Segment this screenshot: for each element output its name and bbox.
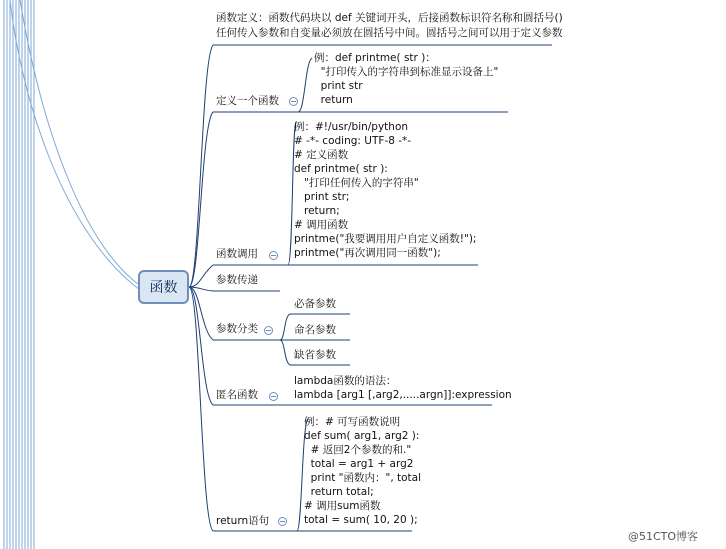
call-detail-line-8: # 调用函数 (294, 219, 349, 231)
collapse-define-icon[interactable] (289, 97, 298, 106)
call-detail-line-7: return; (294, 205, 340, 217)
branch-ret-label[interactable]: return语句 (216, 515, 270, 527)
branch-define-label[interactable]: 定义一个函数 (216, 95, 279, 107)
conn-root-lambda (189, 287, 213, 405)
define-detail-line-4: return (314, 94, 353, 106)
kinds-child-named[interactable]: 命名参数 (294, 324, 336, 336)
define-detail-line-3: print str (314, 80, 363, 92)
watermark-text: @51CTO博客 (628, 530, 699, 543)
top-note-line-2: 任何传入参数和自变量必须放在圆括号中间。圆括号之间可以用于定义参数 (216, 27, 563, 39)
ret-detail-line-4: total = arg1 + arg2 (304, 458, 414, 470)
root-node[interactable] (138, 270, 189, 304)
collapse-ret-icon[interactable] (278, 517, 287, 526)
lambda-detail-line-2: lambda [arg1 [,arg2,.....argn]]:expression (294, 389, 512, 401)
conn-kinds-default (280, 340, 290, 365)
curve-left-1 (10, 0, 140, 290)
collapse-kinds-icon[interactable] (264, 326, 273, 335)
conn-root-top (189, 45, 213, 287)
call-detail-line-3: # 定义函数 (294, 149, 349, 161)
call-detail-line-9: printme("我要调用用户自定义函数!"); (294, 233, 477, 245)
ret-detail-line-6: return total; (304, 486, 374, 498)
conn-define-detail (298, 58, 312, 112)
conn-root-define (189, 112, 213, 287)
ret-detail-line-7: # 调用sum函数 (304, 500, 381, 512)
define-detail-line-2: "打印传入的字符串到标准显示设备上" (314, 66, 499, 78)
branch-kinds-label[interactable]: 参数分类 (216, 323, 258, 335)
call-detail-line-5: "打印任何传入的字符串" (294, 177, 419, 189)
ret-detail-line-1: 例：# 可写函数说明 (304, 416, 401, 428)
collapse-call-icon[interactable] (269, 251, 278, 260)
lambda-detail-line-1: lambda函数的语法： (294, 375, 397, 387)
ret-detail-line-8: total = sum( 10, 20 ); (304, 514, 418, 526)
call-detail-line-10: printme("再次调用同一函数"); (294, 247, 441, 259)
collapse-lambda-icon[interactable] (269, 392, 278, 401)
ret-detail-line-5: print "函数内：", total (304, 472, 422, 484)
branch-lambda-label[interactable]: 匿名函数 (216, 389, 258, 401)
kinds-child-required[interactable]: 必备参数 (294, 298, 336, 310)
ret-detail-line-3: # 返回2个参数的和." (304, 444, 412, 456)
define-detail-line-1: 例：def printme( str )： (314, 52, 436, 64)
call-detail-line-4: def printme( str ): (294, 163, 388, 175)
call-detail-line-1: 例：#!/usr/bin/python (294, 121, 409, 133)
root-label: 函数 (149, 280, 178, 296)
call-detail-line-6: print str; (294, 191, 350, 203)
kinds-child-default[interactable]: 缺省参数 (294, 349, 336, 361)
branch-pass-label[interactable]: 参数传递 (216, 274, 258, 286)
conn-kinds-required (280, 314, 290, 340)
top-note-line-1: 函数定义：函数代码块以 def 关键词开头，后接函数标识符名称和圆括号() (216, 12, 563, 24)
conn-root-ret (189, 287, 213, 531)
ret-detail-line-2: def sum( arg1, arg2 ): (304, 430, 420, 442)
call-detail-line-2: # -*- coding: UTF-8 -*- (294, 135, 412, 147)
curve-left-2 (20, 0, 138, 284)
branch-call-label[interactable]: 函数调用 (216, 248, 258, 260)
